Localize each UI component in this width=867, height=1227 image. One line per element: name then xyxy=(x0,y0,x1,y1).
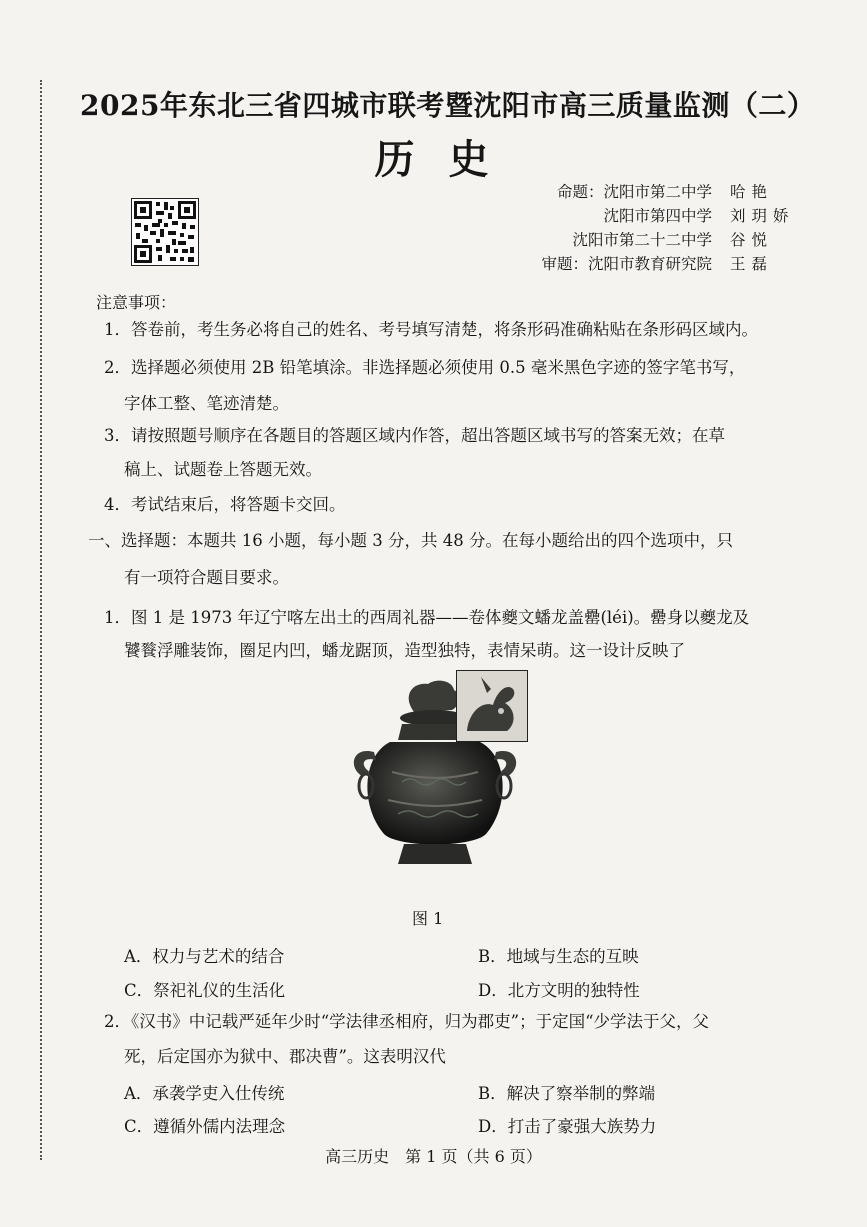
question-1-stem: 1．图 1 是 1973 年辽宁喀左出土的西周礼器——卷体夔文蟠龙盖罍(léi)。罍身以夔龙及 xyxy=(104,608,750,627)
option-c[interactable]: C．祭祀礼仪的生活化 xyxy=(124,981,286,1000)
question-2-stem: 2．《汉书》中记载严延年少时“学法律丞相府，归为郡吏”；于定国“少学法于父，父 xyxy=(104,1012,710,1031)
figure-caption: 图 1 xyxy=(412,909,444,928)
notice-line: 2．选择题必须使用 2B 铅笔填涂。非选择题必须使用 0.5 毫米黑色字迹的签字笔书写， xyxy=(104,358,746,377)
author-row xyxy=(470,180,800,204)
author-role: 审题：沈阳市教育研究院 xyxy=(541,255,712,273)
exam-title: 2025年东北三省四城市联考暨沈阳市高三质量监测（二） xyxy=(80,89,816,122)
question-1-stem-cont: 饕餮浮雕装饰，圈足内凹，蟠龙踞顶，造型独特，表情呆萌。这一设计反映了 xyxy=(124,641,685,660)
option-a[interactable]: A．承袭学吏入仕传统 xyxy=(124,1084,285,1103)
binding-line xyxy=(40,80,42,1160)
author-row xyxy=(470,228,800,252)
option-b[interactable]: B．地域与生态的互映 xyxy=(478,947,639,966)
notice-line: 字体工整、笔迹清楚。 xyxy=(124,394,289,413)
notice-line: 1．答卷前，考生务必将自己的姓名、考号填写清楚，将条形码准确粘贴在条形码区域内。 xyxy=(104,320,758,339)
section-heading: 一、选择题：本题共 16 小题，每小题 3 分，共 48 分。在每小题给出的四个选项中，只 xyxy=(88,531,733,550)
author-row xyxy=(470,204,800,228)
option-c[interactable]: C．遵循外儒内法理念 xyxy=(124,1117,286,1136)
author-list xyxy=(470,180,800,276)
notice-heading: 注意事项： xyxy=(96,293,177,312)
notice-line: 稿上、试题卷上答题无效。 xyxy=(124,460,322,479)
notice-line: 3．请按照题号顺序在各题目的答题区域内作答，超出答题区域书写的答案无效；在草 xyxy=(104,426,725,445)
notice-line: 4．考试结束后，将答题卡交回。 xyxy=(104,495,346,514)
question-2-stem-cont: 死，后定国亦为狱中、郡决曹”。这表明汉代 xyxy=(124,1047,446,1066)
option-d[interactable]: D．北方文明的独特性 xyxy=(478,981,640,1000)
author-row xyxy=(470,252,800,276)
author-name: 哈艳 xyxy=(730,183,774,201)
qr-code-icon xyxy=(131,198,199,266)
author-role: 沈阳市第二十二中学 xyxy=(572,231,712,249)
subject-title: 历史 xyxy=(374,136,523,183)
option-b[interactable]: B．解决了察举制的弊端 xyxy=(478,1084,656,1103)
section-heading-cont: 有一项符合题目要求。 xyxy=(124,568,289,587)
author-name: 刘玥娇 xyxy=(730,207,795,225)
option-a[interactable]: A．权力与艺术的结合 xyxy=(124,947,285,966)
author-name: 谷悦 xyxy=(730,231,774,249)
option-d[interactable]: D．打击了豪强大族势力 xyxy=(478,1117,657,1136)
page-footer: 高三历史 第 1 页（共 6 页） xyxy=(325,1147,542,1166)
author-role: 命题：沈阳市第二中学 xyxy=(556,183,712,201)
dragon-lid-detail-image xyxy=(456,670,528,742)
author-name: 王磊 xyxy=(730,255,774,273)
author-role: 沈阳市第四中学 xyxy=(603,207,712,225)
